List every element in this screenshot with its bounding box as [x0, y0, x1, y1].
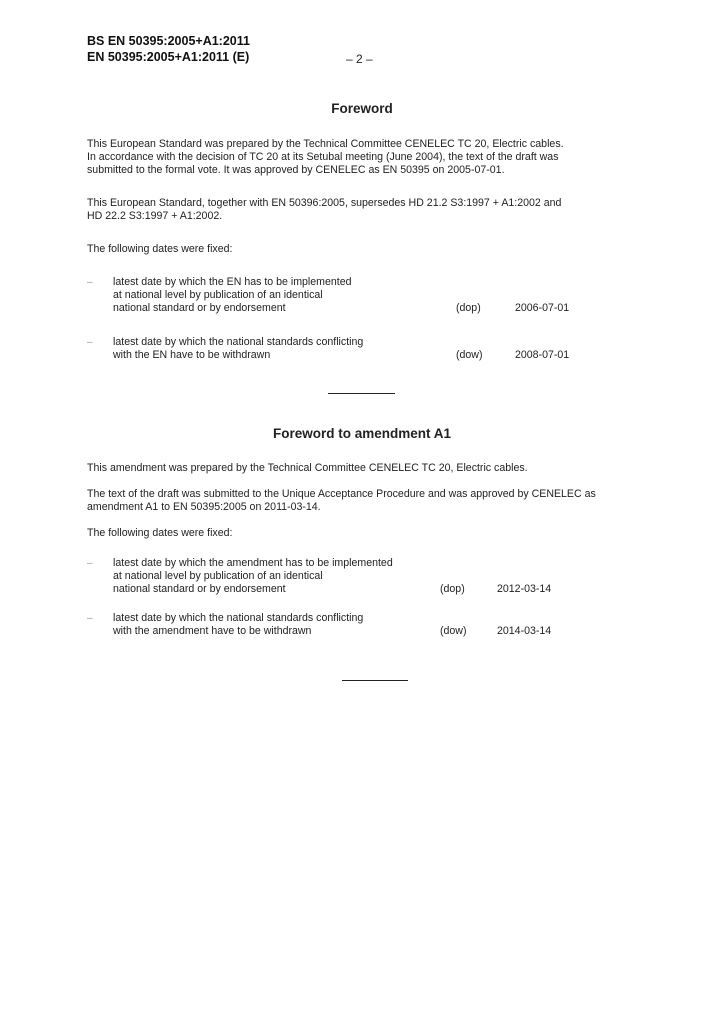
date-item-text: latest date by which the amendment has to be implemented — [113, 557, 393, 569]
amendment-para2-line: amendment A1 to EN 50395:2005 on 2011-03-14. — [87, 501, 321, 513]
date-item-text: latest date by which the national standards conflicting — [113, 612, 364, 624]
foreword-para1-line: In accordance with the decision of TC 20 at its Setubal meeting (June 2004), the text of the draft was — [87, 151, 559, 163]
foreword-title: Foreword — [331, 101, 393, 116]
amendment-para3: The following dates were fixed: — [87, 527, 233, 539]
date-code: (dop) — [440, 583, 465, 595]
foreword-para1-line: This European Standard was prepared by the Technical Committee CENELEC TC 20, Electric cables. — [87, 138, 564, 150]
page-number: – 2 – — [346, 52, 373, 66]
date-code: (dow) — [456, 349, 483, 361]
document-id-en: EN 50395:2005+A1:2011 (E) — [87, 50, 250, 64]
date-item-text: at national level by publication of an identical — [113, 289, 323, 301]
date-item-text: at national level by publication of an identical — [113, 570, 323, 582]
date-value: 2006-07-01 — [515, 302, 570, 314]
date-item-text: national standard or by endorsement — [113, 583, 286, 595]
dash-bullet: – — [87, 558, 93, 569]
date-value: 2008-07-01 — [515, 349, 570, 361]
amendment-title: Foreword to amendment A1 — [272, 426, 452, 441]
date-code: (dop) — [456, 302, 481, 314]
dash-bullet: – — [87, 337, 93, 348]
date-code: (dow) — [440, 625, 467, 637]
date-value: 2014-03-14 — [497, 625, 552, 637]
foreword-para3: The following dates were fixed: — [87, 243, 233, 255]
foreword-para2-line: This European Standard, together with EN 50396:2005, supersedes HD 21.2 S3:1997 + A1:2002 and — [87, 197, 562, 209]
dash-bullet: – — [87, 277, 93, 288]
date-value: 2012-03-14 — [497, 583, 552, 595]
date-item-text: with the amendment have to be withdrawn — [113, 625, 312, 637]
date-item-text: with the EN have to be withdrawn — [113, 349, 271, 361]
date-item-text: national standard or by endorsement — [113, 302, 286, 314]
document-id-bs: BS EN 50395:2005+A1:2011 — [87, 34, 250, 48]
amendment-para2-line: The text of the draft was submitted to the Unique Acceptance Procedure and was approved by CENELEC as — [87, 488, 596, 500]
section-divider — [342, 680, 408, 681]
dash-bullet: – — [87, 613, 93, 624]
section-divider — [328, 393, 395, 394]
foreword-para2-line: HD 22.2 S3:1997 + A1:2002. — [87, 210, 223, 222]
date-item-text: latest date by which the national standards conflicting — [113, 336, 364, 348]
foreword-para1-line: submitted to the formal vote. It was approved by CENELEC as EN 50395 on 2005-07-01. — [87, 164, 505, 176]
date-item-text: latest date by which the EN has to be implemented — [113, 276, 352, 288]
amendment-para1: This amendment was prepared by the Technical Committee CENELEC TC 20, Electric cables. — [87, 462, 528, 474]
